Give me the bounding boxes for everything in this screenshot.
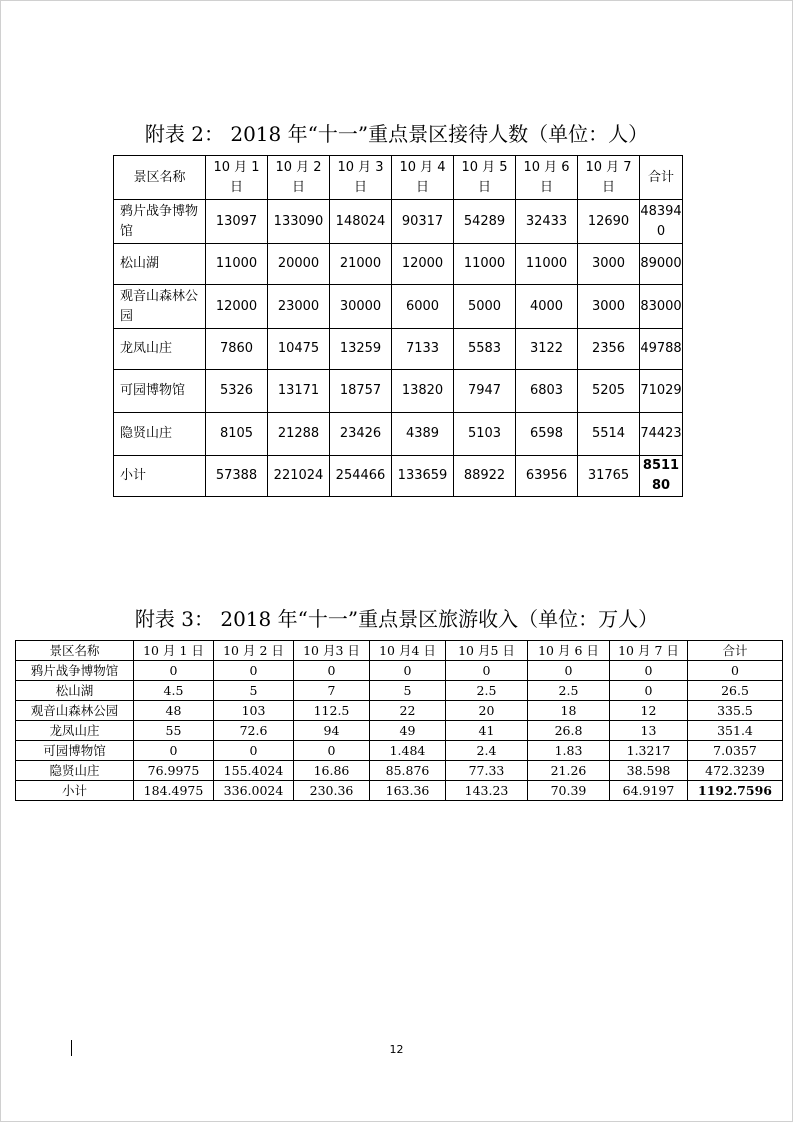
table-cell: 112.5 — [294, 701, 370, 721]
table-row-subtotal — [16, 781, 783, 801]
table-cell: 0 — [214, 661, 294, 681]
table-cell: 94 — [294, 721, 370, 741]
table-cell: 16.86 — [294, 761, 370, 781]
header-cell: 10 月5 日 — [446, 641, 528, 661]
table-cell: 55 — [134, 721, 214, 741]
row-total: 71029 — [640, 370, 683, 413]
header-cell: 10 月 6 日 — [528, 641, 610, 661]
table-cell: 20 — [446, 701, 528, 721]
table-cell: 3000 — [578, 285, 640, 329]
table-row — [114, 285, 683, 329]
table-row — [16, 661, 783, 681]
table-cell: 1.83 — [528, 741, 610, 761]
header-cell: 景区名称 — [114, 156, 206, 200]
table-cell: 22 — [370, 701, 446, 721]
row-total: 7.0357 — [688, 741, 783, 761]
table-cell: 10475 — [268, 329, 330, 370]
table-cell: 8105 — [206, 413, 268, 456]
table-row — [16, 761, 783, 781]
row-name: 龙凤山庄 — [114, 329, 206, 370]
table-cell: 12000 — [206, 285, 268, 329]
row-total: 851180 — [640, 456, 683, 497]
table-cell: 7133 — [392, 329, 454, 370]
table-cell: 155.4024 — [214, 761, 294, 781]
header-cell: 10 月 2 日 — [268, 156, 330, 200]
table-cell: 5 — [370, 681, 446, 701]
table-cell: 21000 — [330, 244, 392, 285]
table-cell: 184.4975 — [134, 781, 214, 801]
table-cell: 3000 — [578, 244, 640, 285]
table-cell: 26.8 — [528, 721, 610, 741]
table-cell: 54289 — [454, 200, 516, 244]
table-cell: 5 — [214, 681, 294, 701]
table-cell: 7860 — [206, 329, 268, 370]
table-cell: 48 — [134, 701, 214, 721]
table-cell: 13 — [610, 721, 688, 741]
table-cell: 13097 — [206, 200, 268, 244]
table-cell: 11000 — [206, 244, 268, 285]
table-cell: 5205 — [578, 370, 640, 413]
header-cell: 景区名称 — [16, 641, 134, 661]
row-name: 小计 — [114, 456, 206, 497]
table-cell: 88922 — [454, 456, 516, 497]
table-cell: 85.876 — [370, 761, 446, 781]
row-total: 49788 — [640, 329, 683, 370]
table-cell: 23000 — [268, 285, 330, 329]
table-cell: 12690 — [578, 200, 640, 244]
table-cell: 11000 — [516, 244, 578, 285]
table-row — [16, 721, 783, 741]
row-name: 隐贤山庄 — [16, 761, 134, 781]
table-cell: 4389 — [392, 413, 454, 456]
table-cell: 2.4 — [446, 741, 528, 761]
table-cell: 143.23 — [446, 781, 528, 801]
visitor-count-table — [113, 155, 683, 497]
table-header-row — [16, 641, 783, 661]
table-row — [16, 681, 783, 701]
table-header-row — [114, 156, 683, 200]
row-name: 可园博物馆 — [114, 370, 206, 413]
table-cell: 6000 — [392, 285, 454, 329]
table-cell: 30000 — [330, 285, 392, 329]
table-cell: 133659 — [392, 456, 454, 497]
table-cell: 20000 — [268, 244, 330, 285]
table-cell: 12 — [610, 701, 688, 721]
table-row — [114, 200, 683, 244]
header-cell: 10 月3 日 — [294, 641, 370, 661]
table-cell: 5103 — [454, 413, 516, 456]
table-cell: 5514 — [578, 413, 640, 456]
tourism-revenue-table — [15, 640, 783, 801]
table-cell: 4000 — [516, 285, 578, 329]
row-name: 松山湖 — [114, 244, 206, 285]
header-cell: 10 月 5 日 — [454, 156, 516, 200]
table-cell: 0 — [610, 661, 688, 681]
table2-title: 附表 2： 2018 年“十一”重点景区接待人数（单位：人） — [144, 122, 649, 146]
table-cell: 0 — [214, 741, 294, 761]
table-cell: 11000 — [454, 244, 516, 285]
table3-title: 附表 3： 2018 年“十一”重点景区旅游收入（单位：万人） — [134, 607, 659, 631]
table-cell: 1.3217 — [610, 741, 688, 761]
table-cell: 63956 — [516, 456, 578, 497]
header-cell: 10 月 6 日 — [516, 156, 578, 200]
table-cell: 21.26 — [528, 761, 610, 781]
table-cell: 7947 — [454, 370, 516, 413]
row-name: 松山湖 — [16, 681, 134, 701]
row-name: 鸦片战争博物馆 — [16, 661, 134, 681]
table-cell: 221024 — [268, 456, 330, 497]
table-cell: 133090 — [268, 200, 330, 244]
table-cell: 23426 — [330, 413, 392, 456]
row-total: 335.5 — [688, 701, 783, 721]
table-row — [16, 701, 783, 721]
table-cell: 18757 — [330, 370, 392, 413]
row-name: 观音山森林公园 — [16, 701, 134, 721]
header-cell: 合计 — [688, 641, 783, 661]
table-row — [114, 370, 683, 413]
table-cell: 18 — [528, 701, 610, 721]
table-cell: 254466 — [330, 456, 392, 497]
header-cell: 10 月 2 日 — [214, 641, 294, 661]
table-cell: 38.598 — [610, 761, 688, 781]
table-cell: 2.5 — [528, 681, 610, 701]
table-cell: 0 — [528, 661, 610, 681]
row-name: 可园博物馆 — [16, 741, 134, 761]
table-cell: 2.5 — [446, 681, 528, 701]
table-cell: 90317 — [392, 200, 454, 244]
row-total: 1192.7596 — [688, 781, 783, 801]
table-cell: 31765 — [578, 456, 640, 497]
row-total: 89000 — [640, 244, 683, 285]
table-cell: 70.39 — [528, 781, 610, 801]
header-cell: 10 月 4 日 — [392, 156, 454, 200]
table-cell: 13820 — [392, 370, 454, 413]
table-cell: 21288 — [268, 413, 330, 456]
table-row — [114, 329, 683, 370]
table-row — [16, 741, 783, 761]
table-cell: 41 — [446, 721, 528, 741]
table-cell: 13171 — [268, 370, 330, 413]
header-cell: 10 月 7 日 — [578, 156, 640, 200]
table-cell: 57388 — [206, 456, 268, 497]
table-cell: 0 — [134, 661, 214, 681]
table-cell: 32433 — [516, 200, 578, 244]
row-total: 74423 — [640, 413, 683, 456]
row-name: 观音山森林公园 — [114, 285, 206, 329]
table-cell: 336.0024 — [214, 781, 294, 801]
table-cell: 64.9197 — [610, 781, 688, 801]
row-name: 鸦片战争博物馆 — [114, 200, 206, 244]
table-cell: 13259 — [330, 329, 392, 370]
table-cell: 49 — [370, 721, 446, 741]
header-cell: 10 月 1 日 — [206, 156, 268, 200]
header-cell: 合计 — [640, 156, 683, 200]
header-cell: 10 月 1 日 — [134, 641, 214, 661]
table-cell: 5000 — [454, 285, 516, 329]
table-cell: 72.6 — [214, 721, 294, 741]
table-cell: 6803 — [516, 370, 578, 413]
header-cell: 10 月 3 日 — [330, 156, 392, 200]
table-cell: 4.5 — [134, 681, 214, 701]
table-row — [114, 244, 683, 285]
table-cell: 103 — [214, 701, 294, 721]
table-cell: 76.9975 — [134, 761, 214, 781]
table-cell: 148024 — [330, 200, 392, 244]
table-cell: 2356 — [578, 329, 640, 370]
table-cell: 1.484 — [370, 741, 446, 761]
row-total: 351.4 — [688, 721, 783, 741]
row-total: 26.5 — [688, 681, 783, 701]
table-row — [114, 413, 683, 456]
table-cell: 6598 — [516, 413, 578, 456]
row-total: 0 — [688, 661, 783, 681]
header-cell: 10 月4 日 — [370, 641, 446, 661]
table-cell: 0 — [610, 681, 688, 701]
table-cell: 163.36 — [370, 781, 446, 801]
row-total: 472.3239 — [688, 761, 783, 781]
table-cell: 77.33 — [446, 761, 528, 781]
row-name: 龙凤山庄 — [16, 721, 134, 741]
table-cell: 0 — [294, 661, 370, 681]
table-row-subtotal — [114, 456, 683, 497]
table-cell: 0 — [294, 741, 370, 761]
table-cell: 0 — [446, 661, 528, 681]
table-cell: 3122 — [516, 329, 578, 370]
table-cell: 5583 — [454, 329, 516, 370]
table-cell: 0 — [370, 661, 446, 681]
row-total: 83000 — [640, 285, 683, 329]
header-cell: 10 月 7 日 — [610, 641, 688, 661]
table-cell: 0 — [134, 741, 214, 761]
row-total: 483940 — [640, 200, 683, 244]
row-name: 小计 — [16, 781, 134, 801]
row-name: 隐贤山庄 — [114, 413, 206, 456]
table-cell: 12000 — [392, 244, 454, 285]
page-number: 12 — [389, 1043, 404, 1056]
table-cell: 5326 — [206, 370, 268, 413]
table-cell: 230.36 — [294, 781, 370, 801]
table-cell: 7 — [294, 681, 370, 701]
